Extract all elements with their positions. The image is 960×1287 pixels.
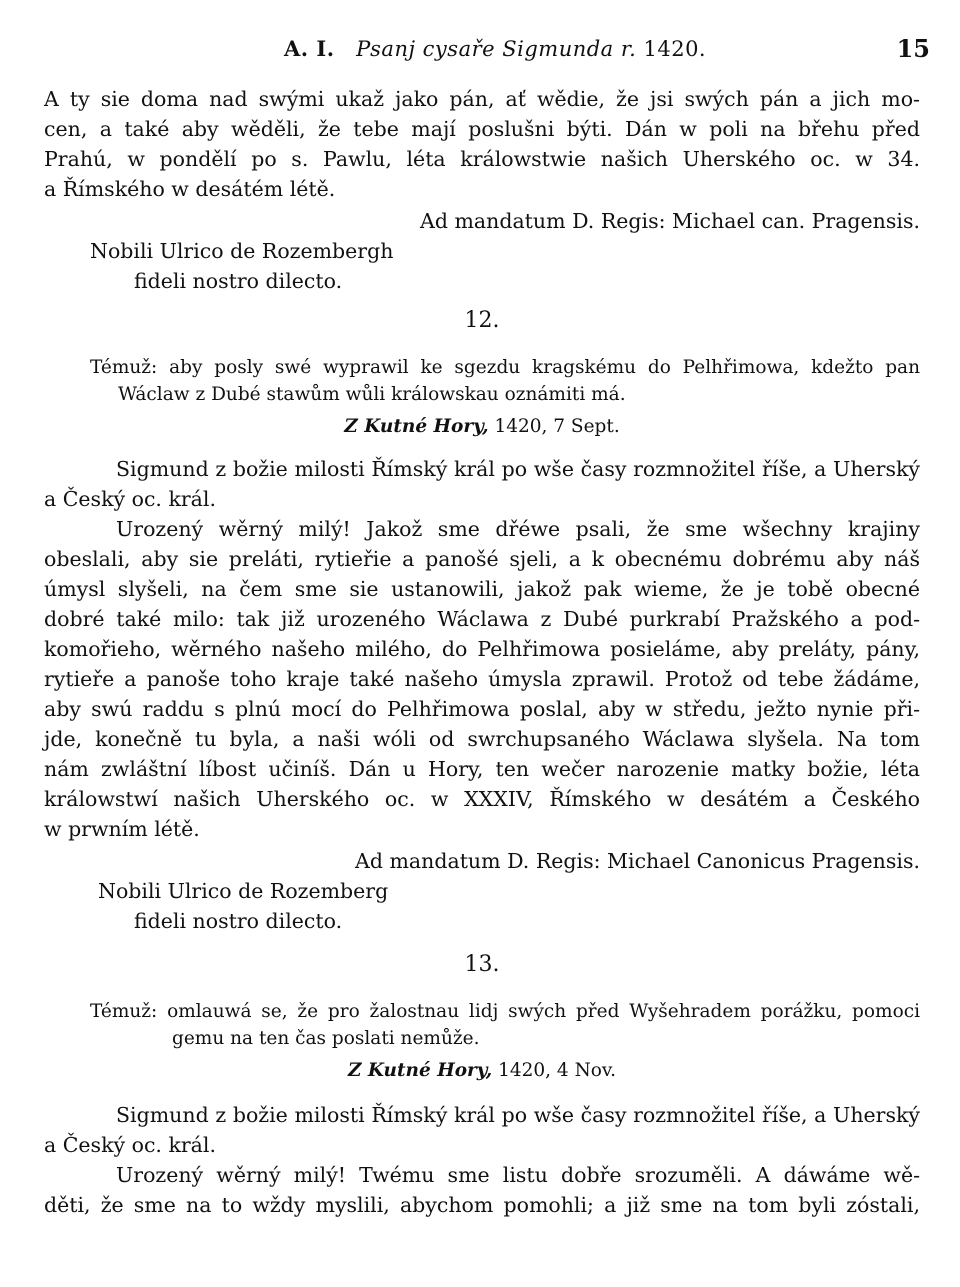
letter-11-ending [44, 84, 920, 296]
body-line: dobré také milo: tak již urozeného Wáclawa z Dubé purkrabí Pražského a pod- [44, 607, 920, 631]
place-date [44, 412, 920, 442]
place-name: Z Kutné Hory, [347, 1060, 493, 1081]
place-name: Z Kutné Hory, [344, 416, 489, 437]
body-line: rytieře a panoše toho kraje také našeho úmysla zprawil. Protož od tebe žádáme, [44, 667, 920, 691]
salutation-line: Urozený wěrný milý! Jakož sme dřéwe psali, že sme wšechny krajiny [116, 517, 920, 541]
letter-12 [44, 306, 920, 936]
body-line: děti, že sme na to wždy myslili, abychom pomohli; a již sme na tom byli zóstali, [44, 1193, 920, 1217]
text-line: a Římského w desátém létě. [44, 177, 336, 201]
mandate-line: Ad mandatum D. Regis: Michael Canonicus Pragensis. [355, 849, 920, 873]
text-line: Prahú, w pondělí po s. Pawlu, léta králowstwie našich Uherského oc. w 34. [44, 147, 920, 171]
body-line: komořieho, wěrného našeho milého, do Pelhřimowa posieláme, aby preláty, pány, [44, 637, 920, 661]
running-year: 1420. [643, 37, 707, 61]
signature-mark: A. I. [284, 36, 335, 61]
intitulatio: a Český oc. král. [44, 487, 216, 511]
running-title-text: Psanj cysaře Sigmunda r. [356, 37, 637, 61]
letter-number: 13. [464, 952, 500, 977]
intitulatio: Sigmund z božie milosti Římský král po wše časy rozmnožitel říše, a Uherský [116, 1103, 920, 1127]
text-line: cen, a také aby wěděli, že tebe mají poslušni býti. Dán w poli na břehu před [44, 117, 920, 141]
running-header [40, 34, 930, 68]
letter-13 [44, 950, 920, 1220]
address-line: Nobili Ulrico de Rozembergh [90, 239, 394, 263]
intitulatio: Sigmund z božie milosti Římský král po wše časy rozmnožitel říše, a Uherský [116, 457, 920, 481]
body-line: úmysl slyšeli, na čem sme sie ustanowili, jakož pak wieme, že je tobě obecné [44, 577, 920, 601]
intitulatio: a Český oc. král. [44, 1133, 216, 1157]
body-line: aby swú raddu s plnú mocí do Pelhřimowa poslal, aby w středu, ježto nynie při- [44, 697, 920, 721]
page-number: 15 [896, 34, 930, 63]
mandate-line: Ad mandatum D. Regis: Michael can. Pragensis. [420, 209, 920, 233]
letter-number: 12. [464, 308, 500, 333]
running-title [284, 36, 706, 61]
place-date [44, 1056, 920, 1086]
body-line: jde, konečně tu byla, a naši wóli od swrchupsaného Wáclawa slyšela. Na tom [44, 727, 920, 751]
letter-summary: Témuž: omlauwá se, že pro žalostnau lidj swých před Wyšehradem porážku, pomoci [90, 1001, 920, 1022]
salutation-line: Urozený wěrný milý! Twému sme listu dobře srozuměli. A dáwáme wě- [116, 1163, 920, 1187]
address-line: fideli nostro dilecto. [134, 269, 343, 293]
letter-summary: Wáclaw z Dubé stawům wůli králowskau oznámiti má. [118, 384, 626, 405]
body-line: w prwním létě. [44, 817, 200, 841]
letter-summary: Témuž: aby posly swé wyprawil ke sgezdu kragskému do Pelhřimowa, kdežto pan [90, 357, 920, 378]
letter-summary: gemu na ten čas poslati nemůže. [172, 1028, 480, 1049]
body-line: nám zwláštní líbost učiníš. Dán u Hory, ten wečer narozenie matky božie, léta [44, 757, 920, 781]
body-line: králowstwí našich Uherského oc. w XXXIV, Římského w desátém a Českého [44, 787, 920, 811]
text-line: A ty sie doma nad swými ukaž jako pán, ať wědie, že jsi swých pán a jich mo- [44, 87, 920, 111]
letter-date: 1420, 7 Sept. [494, 416, 620, 437]
body-line: obeslali, aby sie preláti, rytieřie a panošé sjeli, a k obecnému dobrému aby náš [44, 547, 920, 571]
address-line: fideli nostro dilecto. [134, 909, 343, 933]
address-line: Nobili Ulrico de Rozemberg [98, 879, 389, 903]
letter-date: 1420, 4 Nov. [498, 1060, 617, 1081]
